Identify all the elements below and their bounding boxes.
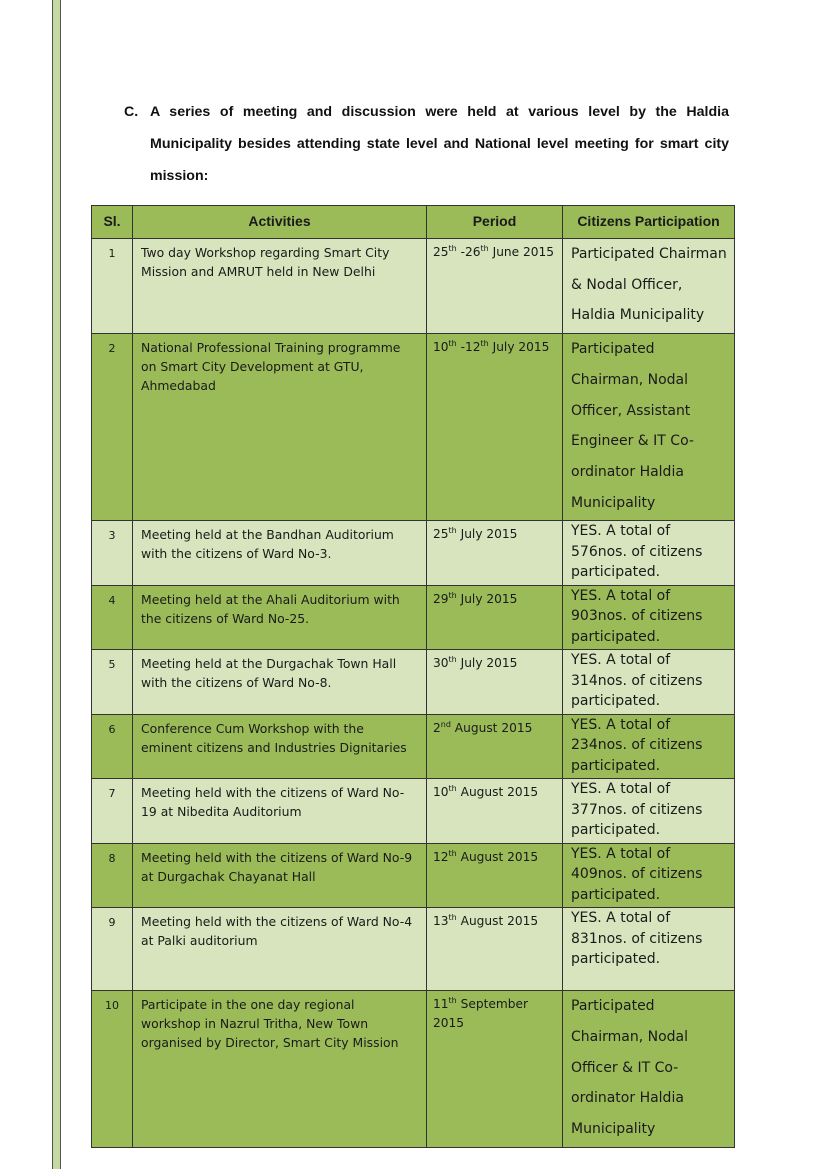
header-period: Period (427, 206, 563, 239)
row-citizens: YES. A total of 377nos. of citizens participated. (563, 779, 735, 844)
row-sl: 10 (92, 991, 133, 1148)
row-activity: Meeting held at the Bandhan Auditorium with the citizens of Ward No-3. (133, 521, 427, 586)
row-activity: Meeting held with the citizens of Ward No-9 at Durgachak Chayanat Hall (133, 843, 427, 908)
row-activity: Participate in the one day regional workshop in Nazrul Tritha, New Town organised by Director, Smart City Mission (133, 991, 427, 1148)
row-sl: 9 (92, 908, 133, 991)
row-sl: 5 (92, 650, 133, 715)
row-sl: 1 (92, 239, 133, 334)
intro-line-2: Municipality besides attending state level and National level meeting for smart city (150, 136, 729, 152)
row-period: 11th September 2015 (427, 991, 563, 1148)
table-row (92, 650, 735, 715)
row-citizens: YES. A total of 314nos. of citizens participated. (563, 650, 735, 715)
row-period: 2nd August 2015 (427, 714, 563, 779)
row-period: 10th August 2015 (427, 779, 563, 844)
left-margin-bar (52, 0, 61, 1169)
table-row (92, 334, 735, 521)
intro-paragraph (124, 96, 729, 192)
activities-table (91, 205, 735, 1148)
table-header-row (92, 206, 735, 239)
row-period: 13th August 2015 (427, 908, 563, 991)
table-row (92, 991, 735, 1148)
row-citizens: YES. A total of 576nos. of citizens participated. (563, 521, 735, 586)
table-row (92, 714, 735, 779)
row-period: 12th August 2015 (427, 843, 563, 908)
row-activity: Meeting held with the citizens of Ward No-4 at Palki auditorium (133, 908, 427, 991)
table-row (92, 843, 735, 908)
row-activity: Two day Workshop regarding Smart City Mission and AMRUT held in New Delhi (133, 239, 427, 334)
row-sl: 6 (92, 714, 133, 779)
row-citizens: YES. A total of 831nos. of citizens participated. (563, 908, 735, 991)
header-citizens: Citizens Participation (563, 206, 735, 239)
list-marker: C. (124, 104, 139, 120)
row-sl: 2 (92, 334, 133, 521)
intro-line-1: A series of meeting and discussion were held at various level by the Haldia (150, 104, 729, 120)
table-row (92, 239, 735, 334)
row-citizens: Participated Chairman, Nodal Officer & IT Co-ordinator Haldia Municipality (563, 991, 735, 1148)
row-period: 10th -12th July 2015 (427, 334, 563, 521)
row-sl: 7 (92, 779, 133, 844)
row-period: 25th -26th June 2015 (427, 239, 563, 334)
row-sl: 8 (92, 843, 133, 908)
row-citizens: Participated Chairman & Nodal Officer, Haldia Municipality (563, 239, 735, 334)
row-citizens: Participated Chairman, Nodal Officer, Assistant Engineer & IT Co-ordinator Haldia Municipality (563, 334, 735, 521)
table-row (92, 585, 735, 650)
row-citizens: YES. A total of 409nos. of citizens participated. (563, 843, 735, 908)
row-citizens: YES. A total of 234nos. of citizens participated. (563, 714, 735, 779)
row-sl: 4 (92, 585, 133, 650)
row-activity: Meeting held at the Durgachak Town Hall with the citizens of Ward No-8. (133, 650, 427, 715)
row-activity: Conference Cum Workshop with the eminent citizens and Industries Dignitaries (133, 714, 427, 779)
row-activity: Meeting held at the Ahali Auditorium with the citizens of Ward No-25. (133, 585, 427, 650)
row-period: 30th July 2015 (427, 650, 563, 715)
row-period: 29th July 2015 (427, 585, 563, 650)
header-sl: Sl. (92, 206, 133, 239)
table-row (92, 908, 735, 991)
intro-line-3: mission: (150, 168, 209, 184)
row-activity: National Professional Training programme on Smart City Development at GTU, Ahmedabad (133, 334, 427, 521)
row-citizens: YES. A total of 903nos. of citizens participated. (563, 585, 735, 650)
table-row (92, 521, 735, 586)
table-row (92, 779, 735, 844)
row-period: 25th July 2015 (427, 521, 563, 586)
header-activities: Activities (133, 206, 427, 239)
row-activity: Meeting held with the citizens of Ward No-19 at Nibedita Auditorium (133, 779, 427, 844)
row-sl: 3 (92, 521, 133, 586)
